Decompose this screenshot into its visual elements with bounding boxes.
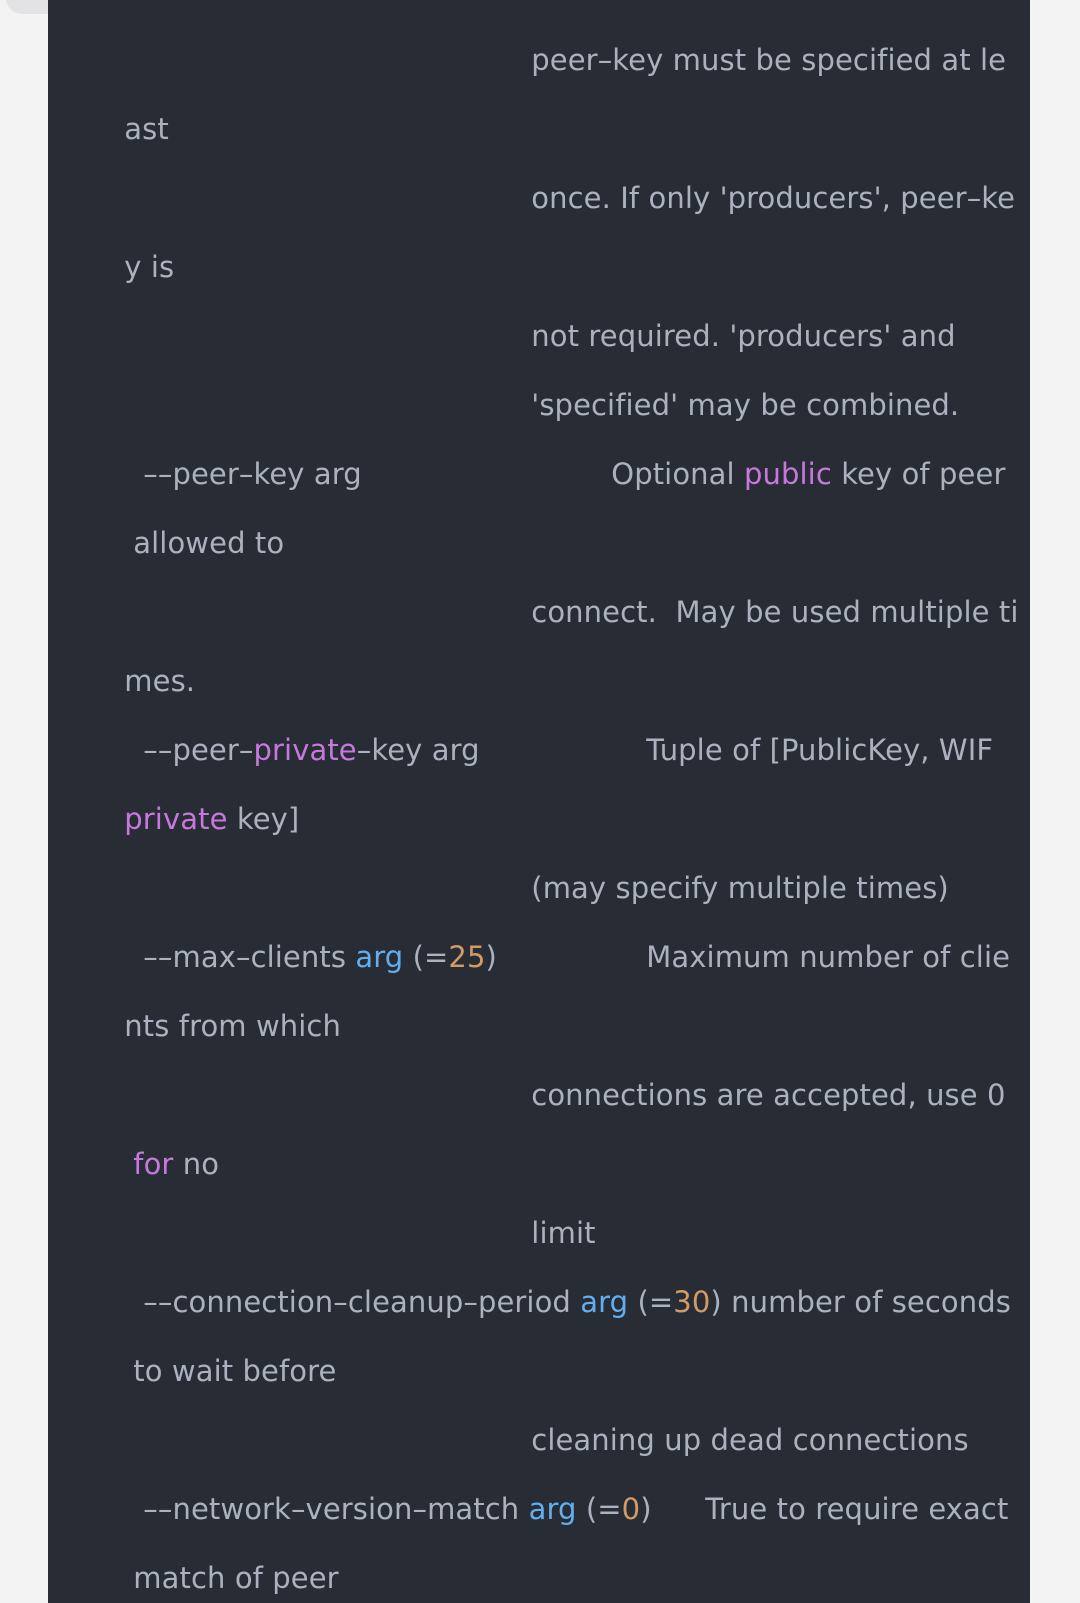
arg-token: arg <box>528 1492 577 1526</box>
arg-token: arg <box>355 940 404 974</box>
code-line <box>87 759 299 879</box>
option-name: ––network–version–match <box>143 1492 529 1526</box>
code-text: connections are accepted, use 0 <box>531 1078 1006 1112</box>
code-text: y is <box>124 250 175 284</box>
code-text: ) <box>485 940 497 974</box>
code-line <box>609 690 993 810</box>
code-line <box>494 552 1019 672</box>
code-line <box>574 414 1005 534</box>
code-line <box>87 966 341 1086</box>
code-text: connect. May be used multiple ti <box>531 595 1019 629</box>
option-name: ––peer– <box>143 733 254 767</box>
code-text: (= <box>403 940 449 974</box>
keyword-token: public <box>744 457 832 491</box>
code-text: no <box>173 1147 220 1181</box>
code-text: 'specified' may be combined. <box>531 388 960 422</box>
number-token: 25 <box>448 940 486 974</box>
code-text: peer–key must be specified at le <box>531 43 1007 77</box>
code-text: True to require exact <box>705 1492 1009 1526</box>
code-line <box>609 897 1010 1017</box>
code-text: key of peer <box>831 457 1006 491</box>
option-name: ––peer–key arg <box>143 457 362 491</box>
code-text: ) <box>640 1492 652 1526</box>
code-line <box>96 1104 219 1224</box>
code-line <box>96 483 284 603</box>
code-text: limit <box>531 1216 596 1250</box>
code-text: (= <box>628 1285 674 1319</box>
arg-token: arg <box>580 1285 629 1319</box>
code-text: mes. <box>124 664 196 698</box>
code-text: once. If only 'producers', peer–ke <box>531 181 1016 215</box>
keyword-token: for <box>133 1147 174 1181</box>
code-text: match of peer <box>133 1561 339 1595</box>
keyword-token: private <box>124 802 228 836</box>
code-text: key] <box>227 802 300 836</box>
option-name: ––max–clients <box>143 940 356 974</box>
code-text: Optional <box>611 457 745 491</box>
code-text: nts from which <box>124 1009 341 1043</box>
code-text: to wait before <box>133 1354 337 1388</box>
code-text: allowed to <box>133 526 285 560</box>
number-token: 30 <box>673 1285 711 1319</box>
code-text: Maximum number of clie <box>646 940 1011 974</box>
keyword-token: private <box>253 733 357 767</box>
number-token: 0 <box>621 1492 641 1526</box>
code-text: ast <box>124 112 169 146</box>
option-name: ––connection–cleanup–period <box>143 1285 581 1319</box>
option-name: –key arg <box>356 733 480 767</box>
code-text: Tuple of [PublicKey, WIF <box>646 733 994 767</box>
code-line <box>494 1035 1006 1155</box>
code-line <box>494 138 1015 258</box>
code-block[interactable] <box>48 0 1030 1603</box>
code-line <box>494 0 1006 120</box>
code-text: not required. 'producers' and <box>531 319 956 353</box>
code-text: ) number of seconds <box>710 1285 1011 1319</box>
code-line <box>668 1449 1008 1569</box>
code-line <box>96 1311 336 1431</box>
code-text: cleaning up dead connections <box>531 1423 969 1457</box>
code-line <box>96 1518 339 1603</box>
code-line <box>87 69 169 189</box>
code-text: (= <box>576 1492 622 1526</box>
code-text: (may specify multiple times) <box>531 871 949 905</box>
code-line <box>87 207 174 327</box>
